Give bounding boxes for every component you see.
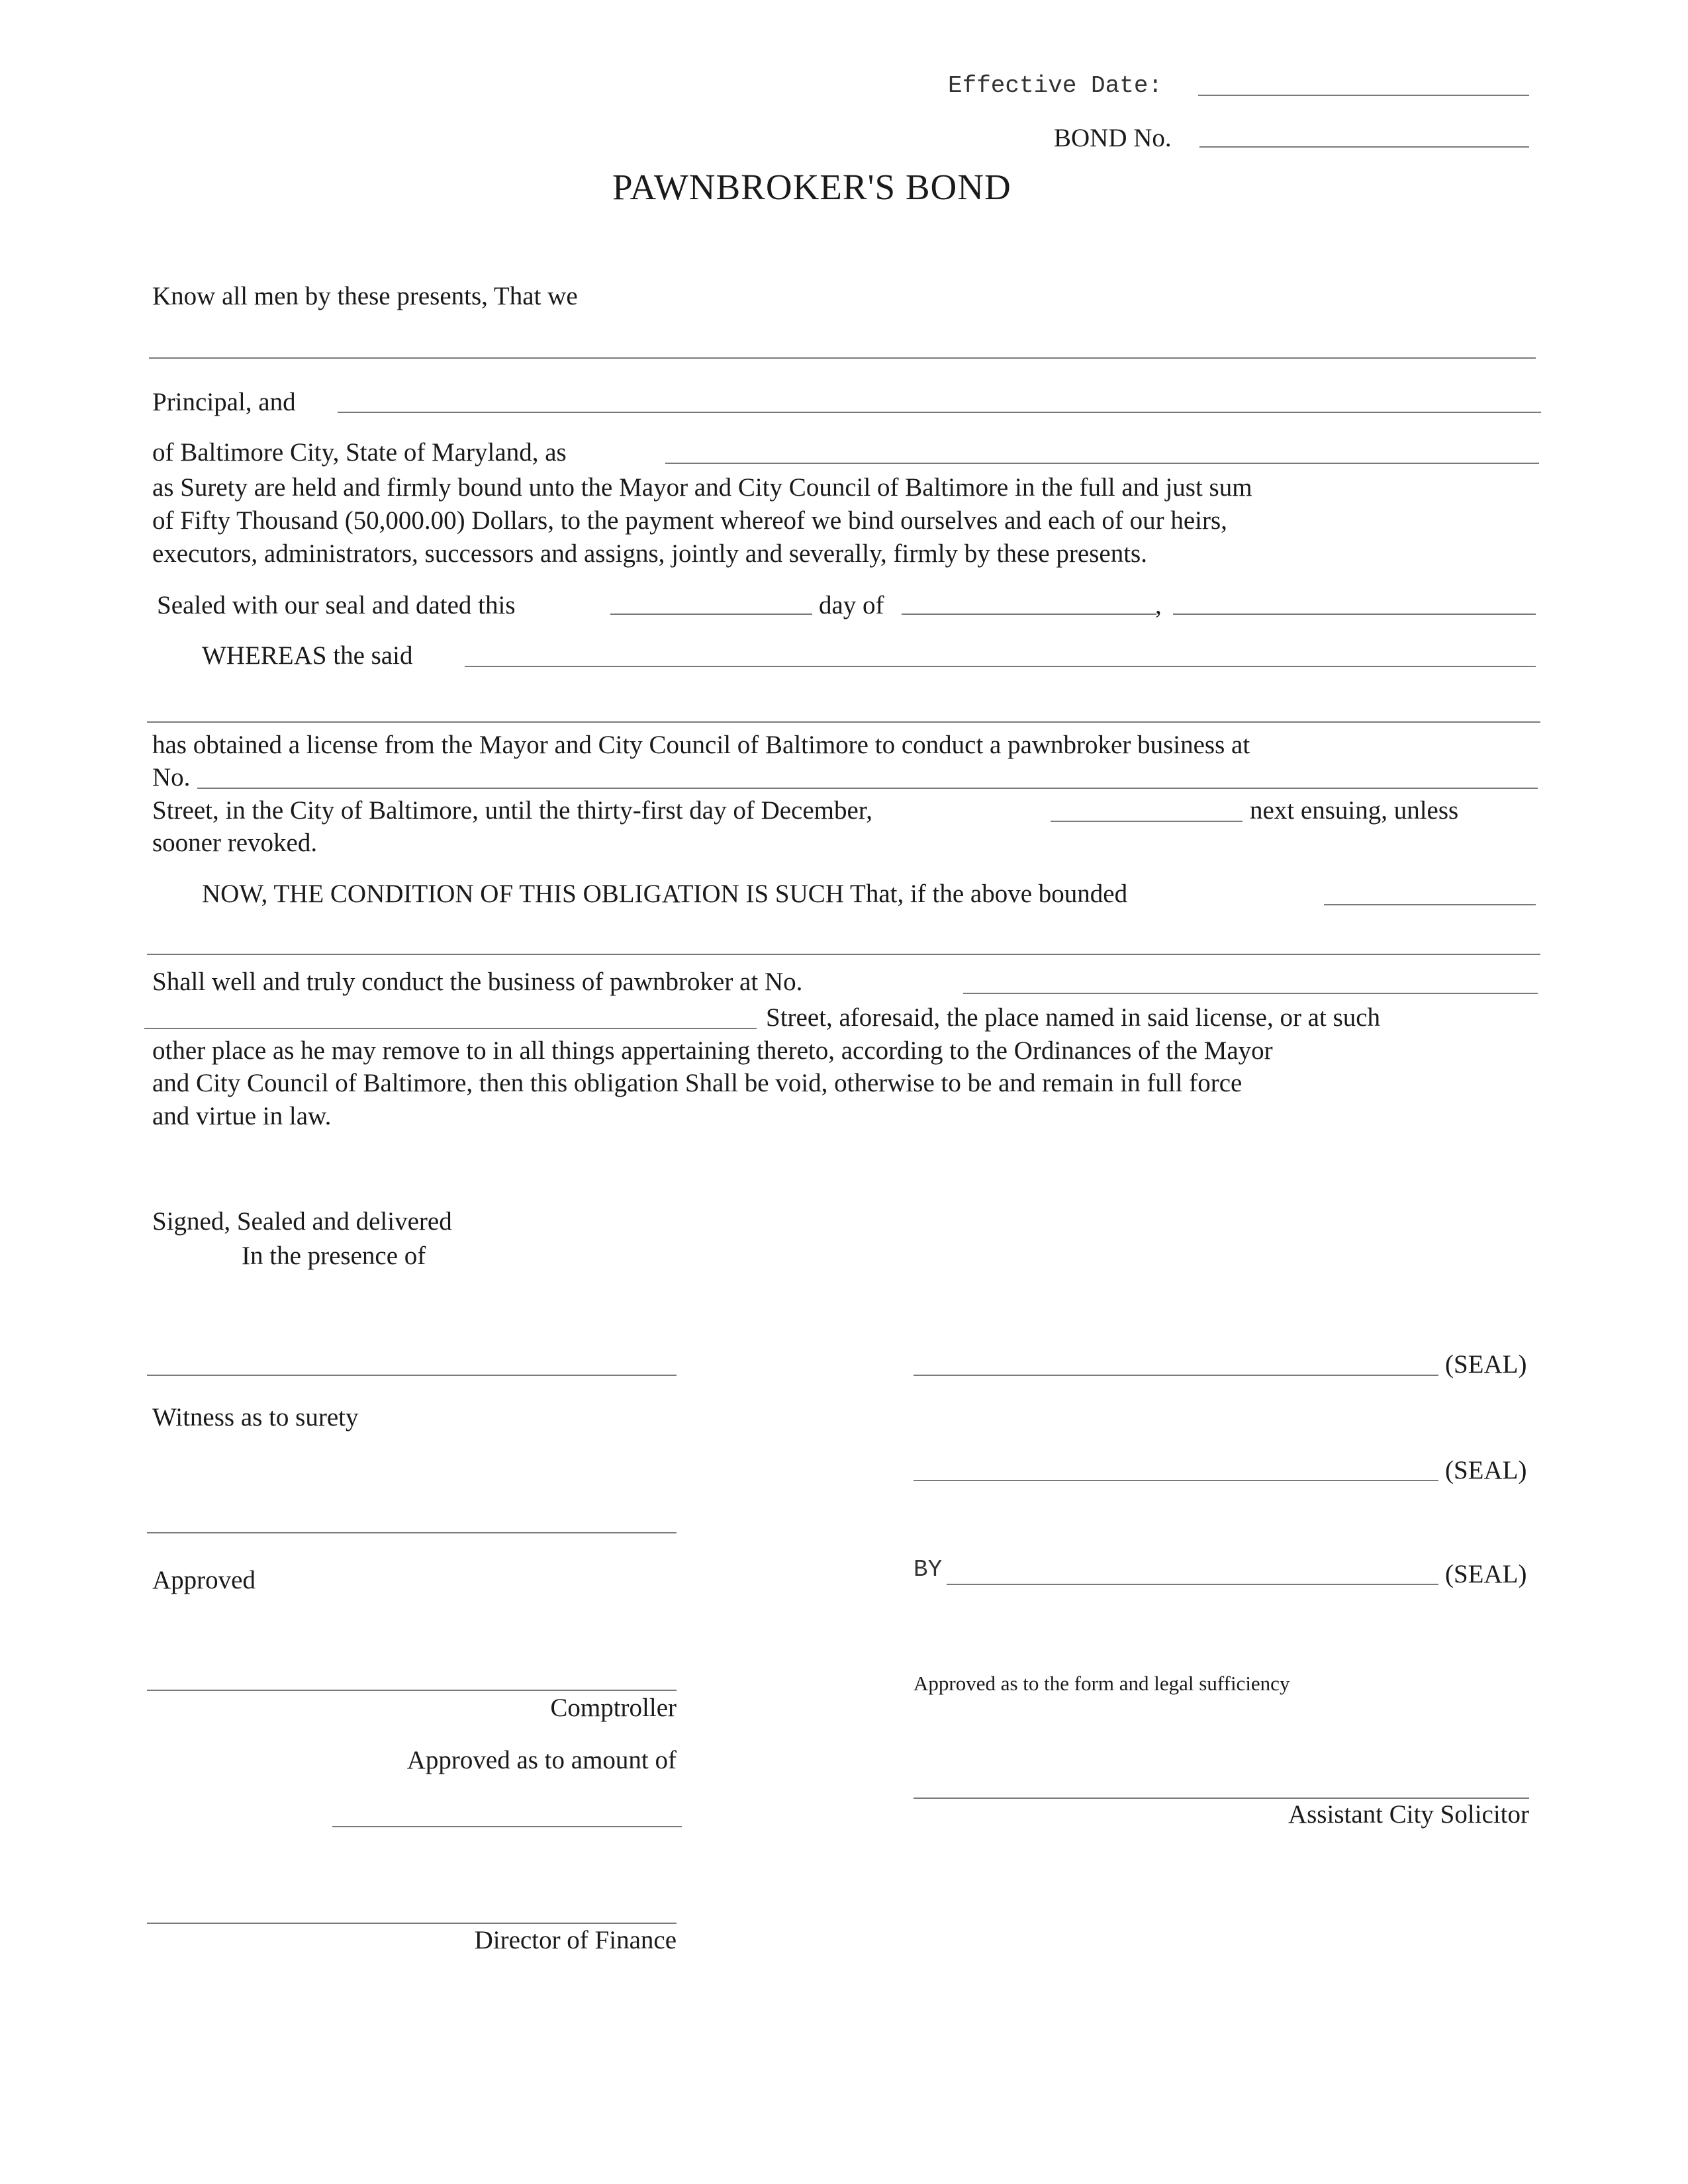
bond-no-label: BOND No.	[1054, 124, 1172, 152]
principal-signature-line[interactable]	[914, 1375, 1438, 1376]
surety-capacity-field[interactable]	[665, 463, 1539, 464]
signed-sealed-text: Signed, Sealed and delivered	[152, 1207, 452, 1236]
license-street-text: Street, in the City of Baltimore, until the thirty-first day of December,	[152, 796, 873, 825]
principal-and-text: Principal, and	[152, 388, 296, 416]
license-address-field[interactable]	[197, 788, 1538, 789]
witness-surety-signature-line[interactable]	[147, 1532, 677, 1533]
bond-no-field[interactable]	[1199, 146, 1529, 148]
license-year-field[interactable]	[1051, 821, 1243, 822]
other-place-line-1: other place as he may remove to in all things appertaining thereto, according to the Ordinances of the Mayor	[152, 1036, 1273, 1065]
surety-name-field[interactable]	[338, 412, 1541, 413]
director-finance-signature-line[interactable]	[147, 1923, 677, 1924]
whereas-name-field-2[interactable]	[147, 721, 1540, 723]
next-ensuing-text: next ensuing, unless	[1250, 796, 1459, 825]
effective-date-field[interactable]	[1198, 95, 1529, 96]
surety-line-3: executors, administrators, successors and assigns, jointly and severally, firmly by these presents.	[152, 539, 1147, 568]
by-label: BY	[914, 1556, 943, 1583]
effective-date-label: Effective Date:	[948, 72, 1163, 99]
page-title: PAWNBROKER'S BOND	[612, 167, 1011, 207]
year-field[interactable]	[1173, 614, 1536, 615]
asst-solicitor-label: Assistant City Solicitor	[1288, 1800, 1529, 1829]
business-address-field[interactable]	[963, 993, 1538, 994]
approved-amount-text: Approved as to amount of	[406, 1746, 677, 1774]
other-place-line-3: and virtue in law.	[152, 1102, 332, 1130]
surety-line-1: as Surety are held and firmly bound unto the Mayor and City Council of Baltimore in the full and just sum	[152, 473, 1252, 502]
bounded-name-field-2[interactable]	[147, 954, 1540, 955]
business-street-field[interactable]	[144, 1028, 757, 1029]
surety-line-2: of Fifty Thousand (50,000.00) Dollars, to the payment whereof we bind ourselves and each of our heirs,	[152, 506, 1227, 535]
whereas-text: WHEREAS the said	[202, 641, 413, 670]
surety-signature-line[interactable]	[914, 1480, 1438, 1481]
of-baltimore-text: of Baltimore City, State of Maryland, as	[152, 438, 567, 467]
sooner-revoked-text: sooner revoked.	[152, 829, 318, 857]
other-place-line-2: and City Council of Baltimore, then this obligation Shall be void, otherwise to be and remain in full force	[152, 1069, 1243, 1097]
license-line-1: has obtained a license from the Mayor and City Council of Baltimore to conduct a pawnbroker business at	[152, 731, 1250, 759]
month-field[interactable]	[902, 614, 1156, 615]
comptroller-label: Comptroller	[550, 1694, 677, 1722]
know-all-text: Know all men by these presents, That we	[152, 282, 578, 310]
license-no-text: No.	[152, 763, 191, 792]
director-finance-label: Director of Finance	[474, 1926, 677, 1954]
comma-text: ,	[1155, 591, 1162, 619]
comptroller-signature-line[interactable]	[147, 1690, 677, 1691]
witness-principal-signature-line[interactable]	[147, 1375, 677, 1376]
approved-text: Approved	[152, 1566, 256, 1594]
day-of-text: day of	[819, 591, 884, 619]
day-field[interactable]	[610, 614, 812, 615]
whereas-name-field[interactable]	[465, 666, 1536, 667]
bounded-name-field[interactable]	[1324, 904, 1536, 905]
condition-text: NOW, THE CONDITION OF THIS OBLIGATION IS SUCH That, if the above bounded	[202, 880, 1128, 908]
sealed-with-text: Sealed with our seal and dated this	[157, 591, 516, 619]
in-presence-text: In the presence of	[242, 1242, 426, 1270]
seal-label-3: (SEAL)	[1445, 1560, 1527, 1588]
by-signature-line[interactable]	[947, 1584, 1438, 1585]
witness-surety-text: Witness as to surety	[152, 1403, 359, 1432]
solicitor-signature-line[interactable]	[914, 1797, 1529, 1799]
seal-label-2: (SEAL)	[1445, 1456, 1527, 1484]
street-aforesaid-text: Street, aforesaid, the place named in said license, or at such	[766, 1003, 1381, 1032]
approved-form-text: Approved as to the form and legal sufficiency	[914, 1672, 1290, 1695]
seal-label-1: (SEAL)	[1445, 1350, 1527, 1379]
shall-conduct-text: Shall well and truly conduct the business of pawnbroker at No.	[152, 968, 803, 996]
amount-field[interactable]	[332, 1826, 682, 1827]
principal-name-field[interactable]	[149, 357, 1536, 359]
